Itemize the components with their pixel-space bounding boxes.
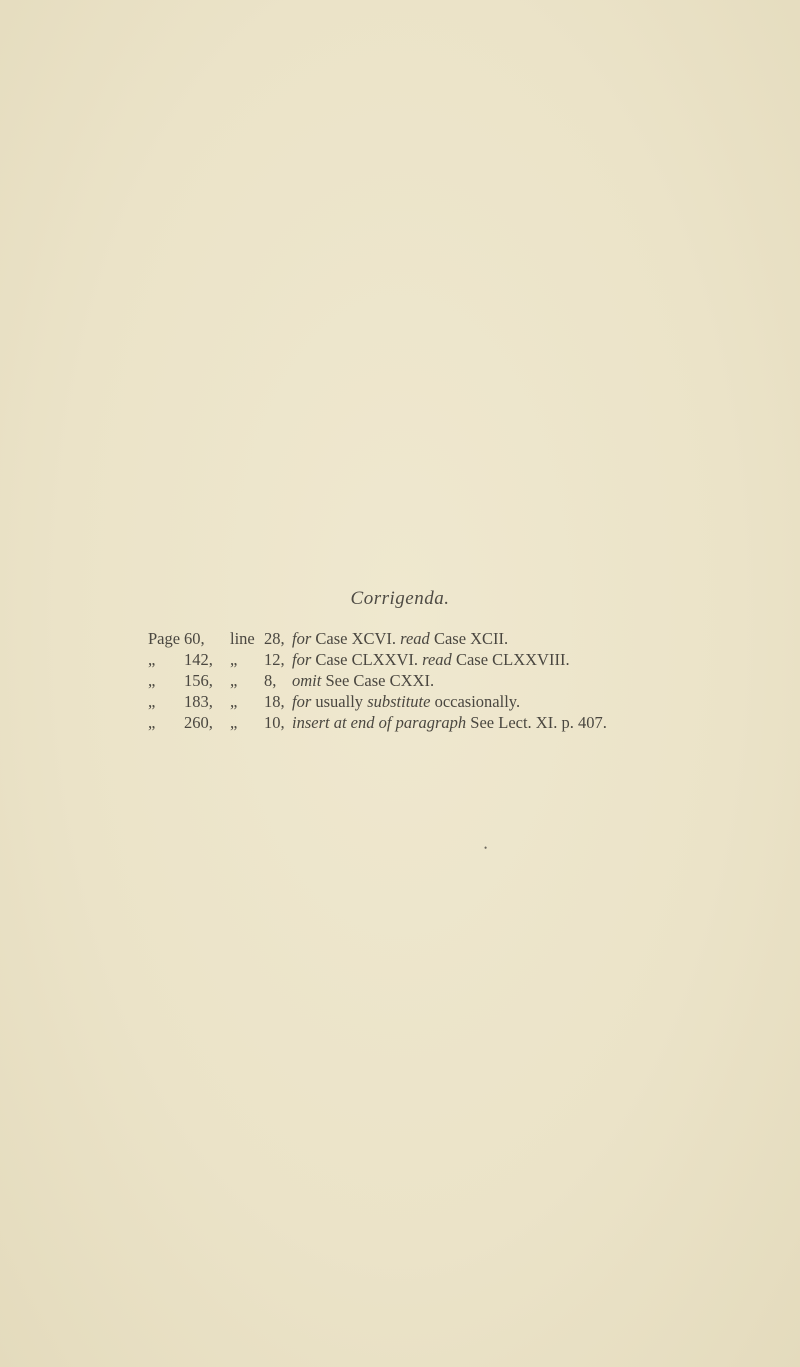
errata-entry: [148, 628, 788, 649]
entry-correction: [292, 712, 607, 733]
correction-instruction: for: [292, 650, 312, 669]
stray-ink-mark: •: [484, 843, 488, 853]
entry-correction: [292, 670, 434, 691]
correction-instruction: omit: [292, 671, 322, 690]
errata-list: [148, 628, 788, 733]
entry-line-number: 10,: [264, 713, 285, 732]
entry-page-number: 260,: [184, 713, 213, 732]
errata-entry: [148, 670, 788, 691]
entry-line-label: „: [230, 692, 238, 711]
correction-text: Case CLXXVI.: [311, 650, 423, 669]
correction-instruction: for: [292, 692, 312, 711]
entry-page-label: „: [148, 671, 156, 690]
entry-page-label: „: [148, 692, 156, 711]
errata-entry: [148, 712, 788, 733]
entry-line-label: „: [230, 713, 238, 732]
correction-text: See Lect. XI. p. 407.: [466, 713, 607, 732]
entry-page-label: „: [148, 713, 156, 732]
correction-instruction: for: [292, 629, 312, 648]
entry-correction: [292, 628, 508, 649]
correction-instruction: read: [422, 650, 452, 669]
entry-line-number: 18,: [264, 692, 285, 711]
correction-text: Case XCII.: [429, 629, 509, 648]
entry-page-number: 60,: [184, 629, 205, 648]
correction-text: usually: [311, 692, 368, 711]
entry-line-label: „: [230, 671, 238, 690]
correction-instruction: read: [400, 629, 430, 648]
correction-text: Case CLXXVIII.: [451, 650, 570, 669]
page-title: Corrigenda.: [350, 588, 450, 609]
entry-line-number: 12,: [264, 650, 285, 669]
correction-instruction: substitute: [367, 692, 431, 711]
entry-line-number: 8,: [264, 671, 277, 690]
entry-page-number: 156,: [184, 671, 213, 690]
correction-instruction: insert at end of paragraph: [292, 713, 467, 732]
correction-text: Case XCVI.: [311, 629, 401, 648]
entry-correction: [292, 691, 520, 712]
entry-page-number: 183,: [184, 692, 213, 711]
correction-text: See Case CXXI.: [321, 671, 435, 690]
errata-entry: [148, 649, 788, 670]
entry-page-number: 142,: [184, 650, 213, 669]
entry-line-label: „: [230, 650, 238, 669]
entry-line-label: line: [230, 629, 255, 648]
entry-correction: [292, 649, 570, 670]
errata-entry: [148, 691, 788, 712]
entry-page-label: Page: [148, 629, 181, 648]
correction-text: occasionally.: [430, 692, 521, 711]
entry-page-label: „: [148, 650, 156, 669]
entry-line-number: 28,: [264, 629, 285, 648]
